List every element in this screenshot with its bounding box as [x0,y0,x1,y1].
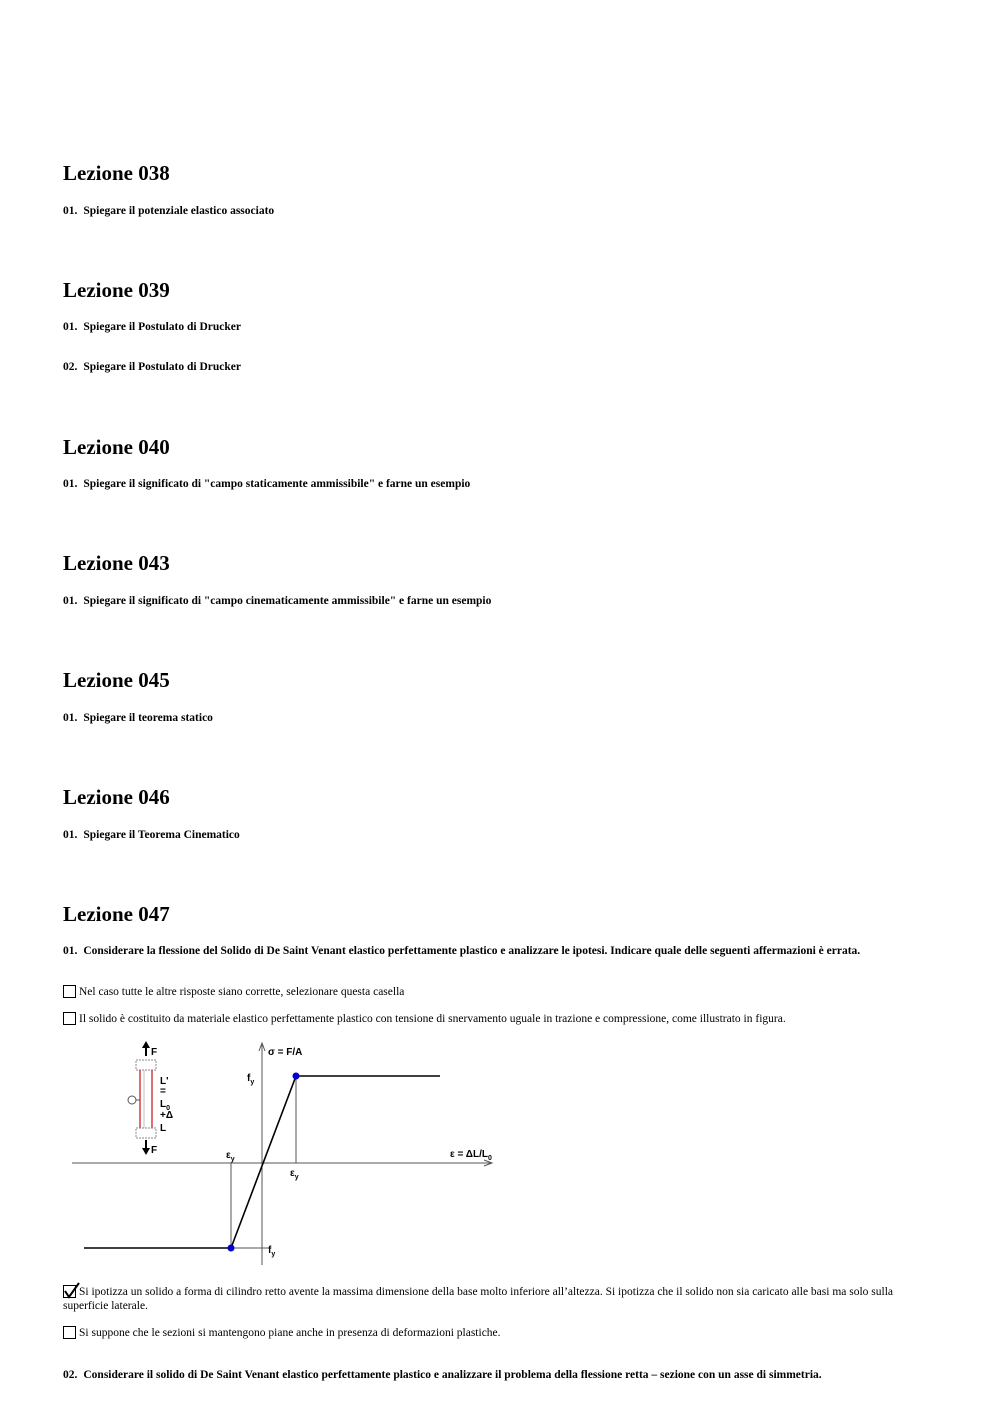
question-number: 02. [63,361,78,373]
yield-point-tension [293,1073,300,1080]
fy-label-top [247,1073,254,1086]
answer-text: Si ipotizza un solido a forma di cilindro retto avente la massima dimensione della base molto inferiore all’altezza. Si ipotizza che il solido non sia caricato alle basi ma solo sulla superficie laterale. [63,1286,894,1312]
lesson-title-043: Lezione 043 [63,551,170,575]
specimen-length-labels [160,1076,173,1134]
specimen-label-main: L [160,1123,167,1134]
question-text: Spiegare il teorema statico [83,712,213,724]
fy-sub: y [250,1079,255,1086]
eps-y-label-negative [226,1150,235,1163]
strain-axis-label [450,1149,492,1162]
question-043-01 [63,594,491,608]
answer-option-1[interactable] [63,985,933,999]
question-047-02 [63,1368,923,1382]
specimen-top-grip [136,1060,156,1070]
force-label-top: F [151,1047,158,1058]
question-039-01 [63,320,241,334]
stress-axis-label: σ = F/A [268,1047,303,1058]
fy-sub: y [271,1251,276,1258]
lesson-title-046: Lezione 046 [63,785,170,809]
fy-label-bottom [268,1245,275,1258]
question-text: Spiegare il potenziale elastico associato [83,205,275,217]
question-039-02 [63,360,241,374]
question-045-01 [63,711,213,725]
yield-point-compression [228,1245,235,1252]
answer-checkbox[interactable] [63,985,76,998]
force-arrowhead-top [142,1041,150,1048]
ey-sub: y [294,1174,299,1181]
question-text: Spiegare il significato di "campo cinematicamente ammissibile" e farne un esempio [83,595,492,607]
fy-main: f [247,1073,251,1084]
stress-strain-diagram [60,1040,510,1272]
answer-text: Il solido è costituito da materiale elastico perfettamente plastico con tensione di snervamento uguale in trazione e compressione, come illustrato in figura. [79,1013,786,1025]
answer-option-2[interactable] [63,1012,933,1026]
question-number: 01. [63,478,78,490]
strain-axis-label-sub: 0 [487,1155,492,1162]
answer-checkbox[interactable] [63,1326,76,1339]
question-number: 01. [63,205,78,217]
question-text: Spiegare il significato di "campo staticamente ammissibile" e farne un esempio [83,478,471,490]
lesson-title-047: Lezione 047 [63,902,170,926]
specimen-label-main: L' [160,1076,169,1087]
strain-axis-label-main: ε = ΔL/L [450,1149,488,1160]
answer-option-4[interactable] [63,1326,933,1340]
ey-main: ε [290,1168,295,1179]
question-number: 01. [63,829,78,841]
specimen-label-3 [160,1110,173,1121]
specimen-label-main: +Δ [160,1110,174,1121]
answer-checkbox[interactable] [63,1012,76,1025]
specimen-label-4 [160,1123,166,1134]
lesson-title-038: Lezione 038 [63,161,170,185]
lesson-title-045: Lezione 045 [63,668,170,692]
ey-sub: y [230,1156,235,1163]
ey-main: ε [226,1150,231,1161]
specimen-label-sub: 0 [166,1105,171,1112]
checkmark-icon [63,1281,81,1299]
question-040-01 [63,477,470,491]
answer-text: Si suppone che le sezioni si mantengono piane anche in presenza di deformazioni plastiche. [79,1327,501,1339]
extensometer-dial [128,1096,136,1104]
lesson-title-040: Lezione 040 [63,435,170,459]
question-text: Spiegare il Teorema Cinematico [83,829,240,841]
question-038-01 [63,204,274,218]
answer-option-3[interactable] [63,1285,933,1313]
question-number: 02. [63,1369,78,1381]
question-text: Considerare la flessione del Solido di De Saint Venant elastico perfettamente plastico e analizzare le ipotesi. Indicare quale delle seguenti affermazioni è errata. [83,945,861,957]
specimen-bottom-grip [136,1128,156,1138]
specimen-label-main: L [160,1099,167,1110]
question-047-01 [63,944,923,958]
force-label-bottom: F [151,1145,158,1156]
specimen-label-main: = [160,1086,166,1097]
question-text: Spiegare il Postulato di Drucker [83,321,241,333]
answer-text: Nel caso tutte le altre risposte siano corrette, selezionare questa casella [79,986,405,998]
question-number: 01. [63,945,78,957]
question-text: Considerare il solido di De Saint Venant elastico perfettamente plastico e analizzare il problema della flessione retta – sezione con un asse di simmetria. [83,1369,822,1381]
eps-y-label-positive [290,1168,299,1181]
fy-main: f [268,1245,272,1256]
question-text: Spiegare il Postulato di Drucker [83,361,241,373]
answer-checkbox-checked[interactable] [63,1285,76,1298]
specimen-sketch [128,1041,173,1156]
question-number: 01. [63,321,78,333]
force-arrowhead-bottom [142,1148,150,1155]
question-046-01 [63,828,240,842]
question-number: 01. [63,595,78,607]
lesson-title-039: Lezione 039 [63,278,170,302]
question-number: 01. [63,712,78,724]
specimen-label-1 [160,1086,166,1097]
